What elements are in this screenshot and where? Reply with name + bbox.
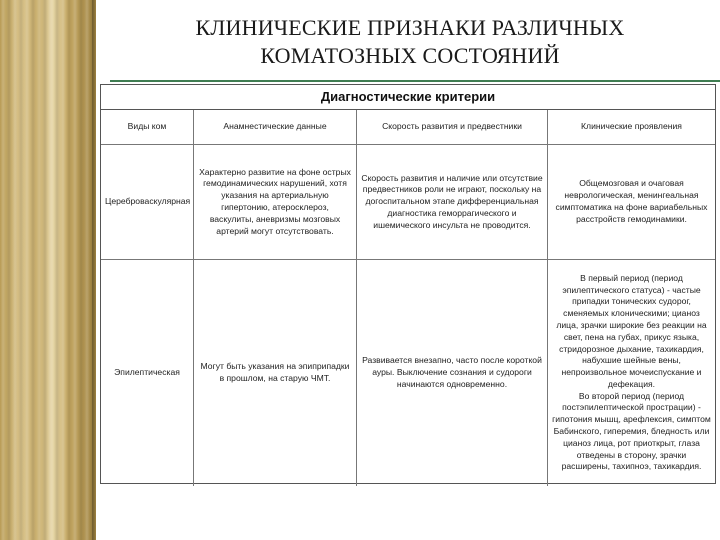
decorative-gold-bar: [0, 0, 96, 540]
cell-speed: Скорость развития и наличие или отсутствие предвестников роли не играют, поскольку на догоспитальном этапе дифференциальная диагностика геморрагического и ишемического инсульта не проводится.: [357, 145, 548, 260]
clinical-second-period: Во второй период (период постэпилептической прострации) - гипотония мышц, арефлексия, симптом Бабинского, гиперемия, бледность или цианоз лица, рот приоткрыт, глаза отведены в сторону, зрачки расширены, тахипноэ, тахикардия.: [552, 390, 711, 472]
clinical-first-period: В первый период (период эпилептического статуса) - частые припадки тонических судорог, сменяемых клоническими; цианоз лица, зрачки широкие без реакции на свет, пена на губах, прикус языка, стридорозное дыхание, тахикардия, набухшие шейные вены, непроизвольное мочеиспускание и дефекация.: [556, 272, 707, 389]
table-caption: Диагностические критерии: [101, 85, 715, 110]
criteria-grid: [101, 110, 715, 486]
cell-clinical: Общемозговая и очаговая неврологическая, менингеальная симптоматика на фоне вариабельных расстройств гемодинамики.: [548, 145, 716, 260]
header-anamnesis: Анамнестические данные: [194, 110, 357, 145]
table-row: [101, 260, 715, 487]
cell-anamnesis: Могут быть указания на эпиприпадки в прошлом, на старую ЧМТ.: [194, 260, 357, 487]
page-title: [110, 14, 710, 70]
header-speed: Скорость развития и предвестники: [357, 110, 548, 145]
table-row: [101, 145, 715, 260]
cell-type: Цереброваскулярная: [101, 145, 194, 260]
page-title-line-1: КЛИНИЧЕСКИЕ ПРИЗНАКИ РАЗЛИЧНЫХ: [195, 15, 625, 40]
cell-speed: Развивается внезапно, часто после короткой ауры. Выключение сознания и судороги начинаются одновременно.: [357, 260, 548, 487]
table-header-row: [101, 110, 715, 145]
criteria-table: [100, 84, 716, 484]
title-divider: [110, 80, 720, 82]
cell-anamnesis: Характерно развитие на фоне острых гемодинамических нарушений, хотя указания на артериальную гипертонию, атеросклероз, васкулиты, аневризмы мозговых артерий могут отсутствовать.: [194, 145, 357, 260]
header-clinical: Клинические проявления: [548, 110, 716, 145]
header-type: Виды ком: [101, 110, 194, 145]
cell-type: Эпилептическая: [101, 260, 194, 487]
cell-clinical: [548, 260, 716, 487]
page-title-line-2: КОМАТОЗНЫХ СОСТОЯНИЙ: [260, 43, 560, 68]
